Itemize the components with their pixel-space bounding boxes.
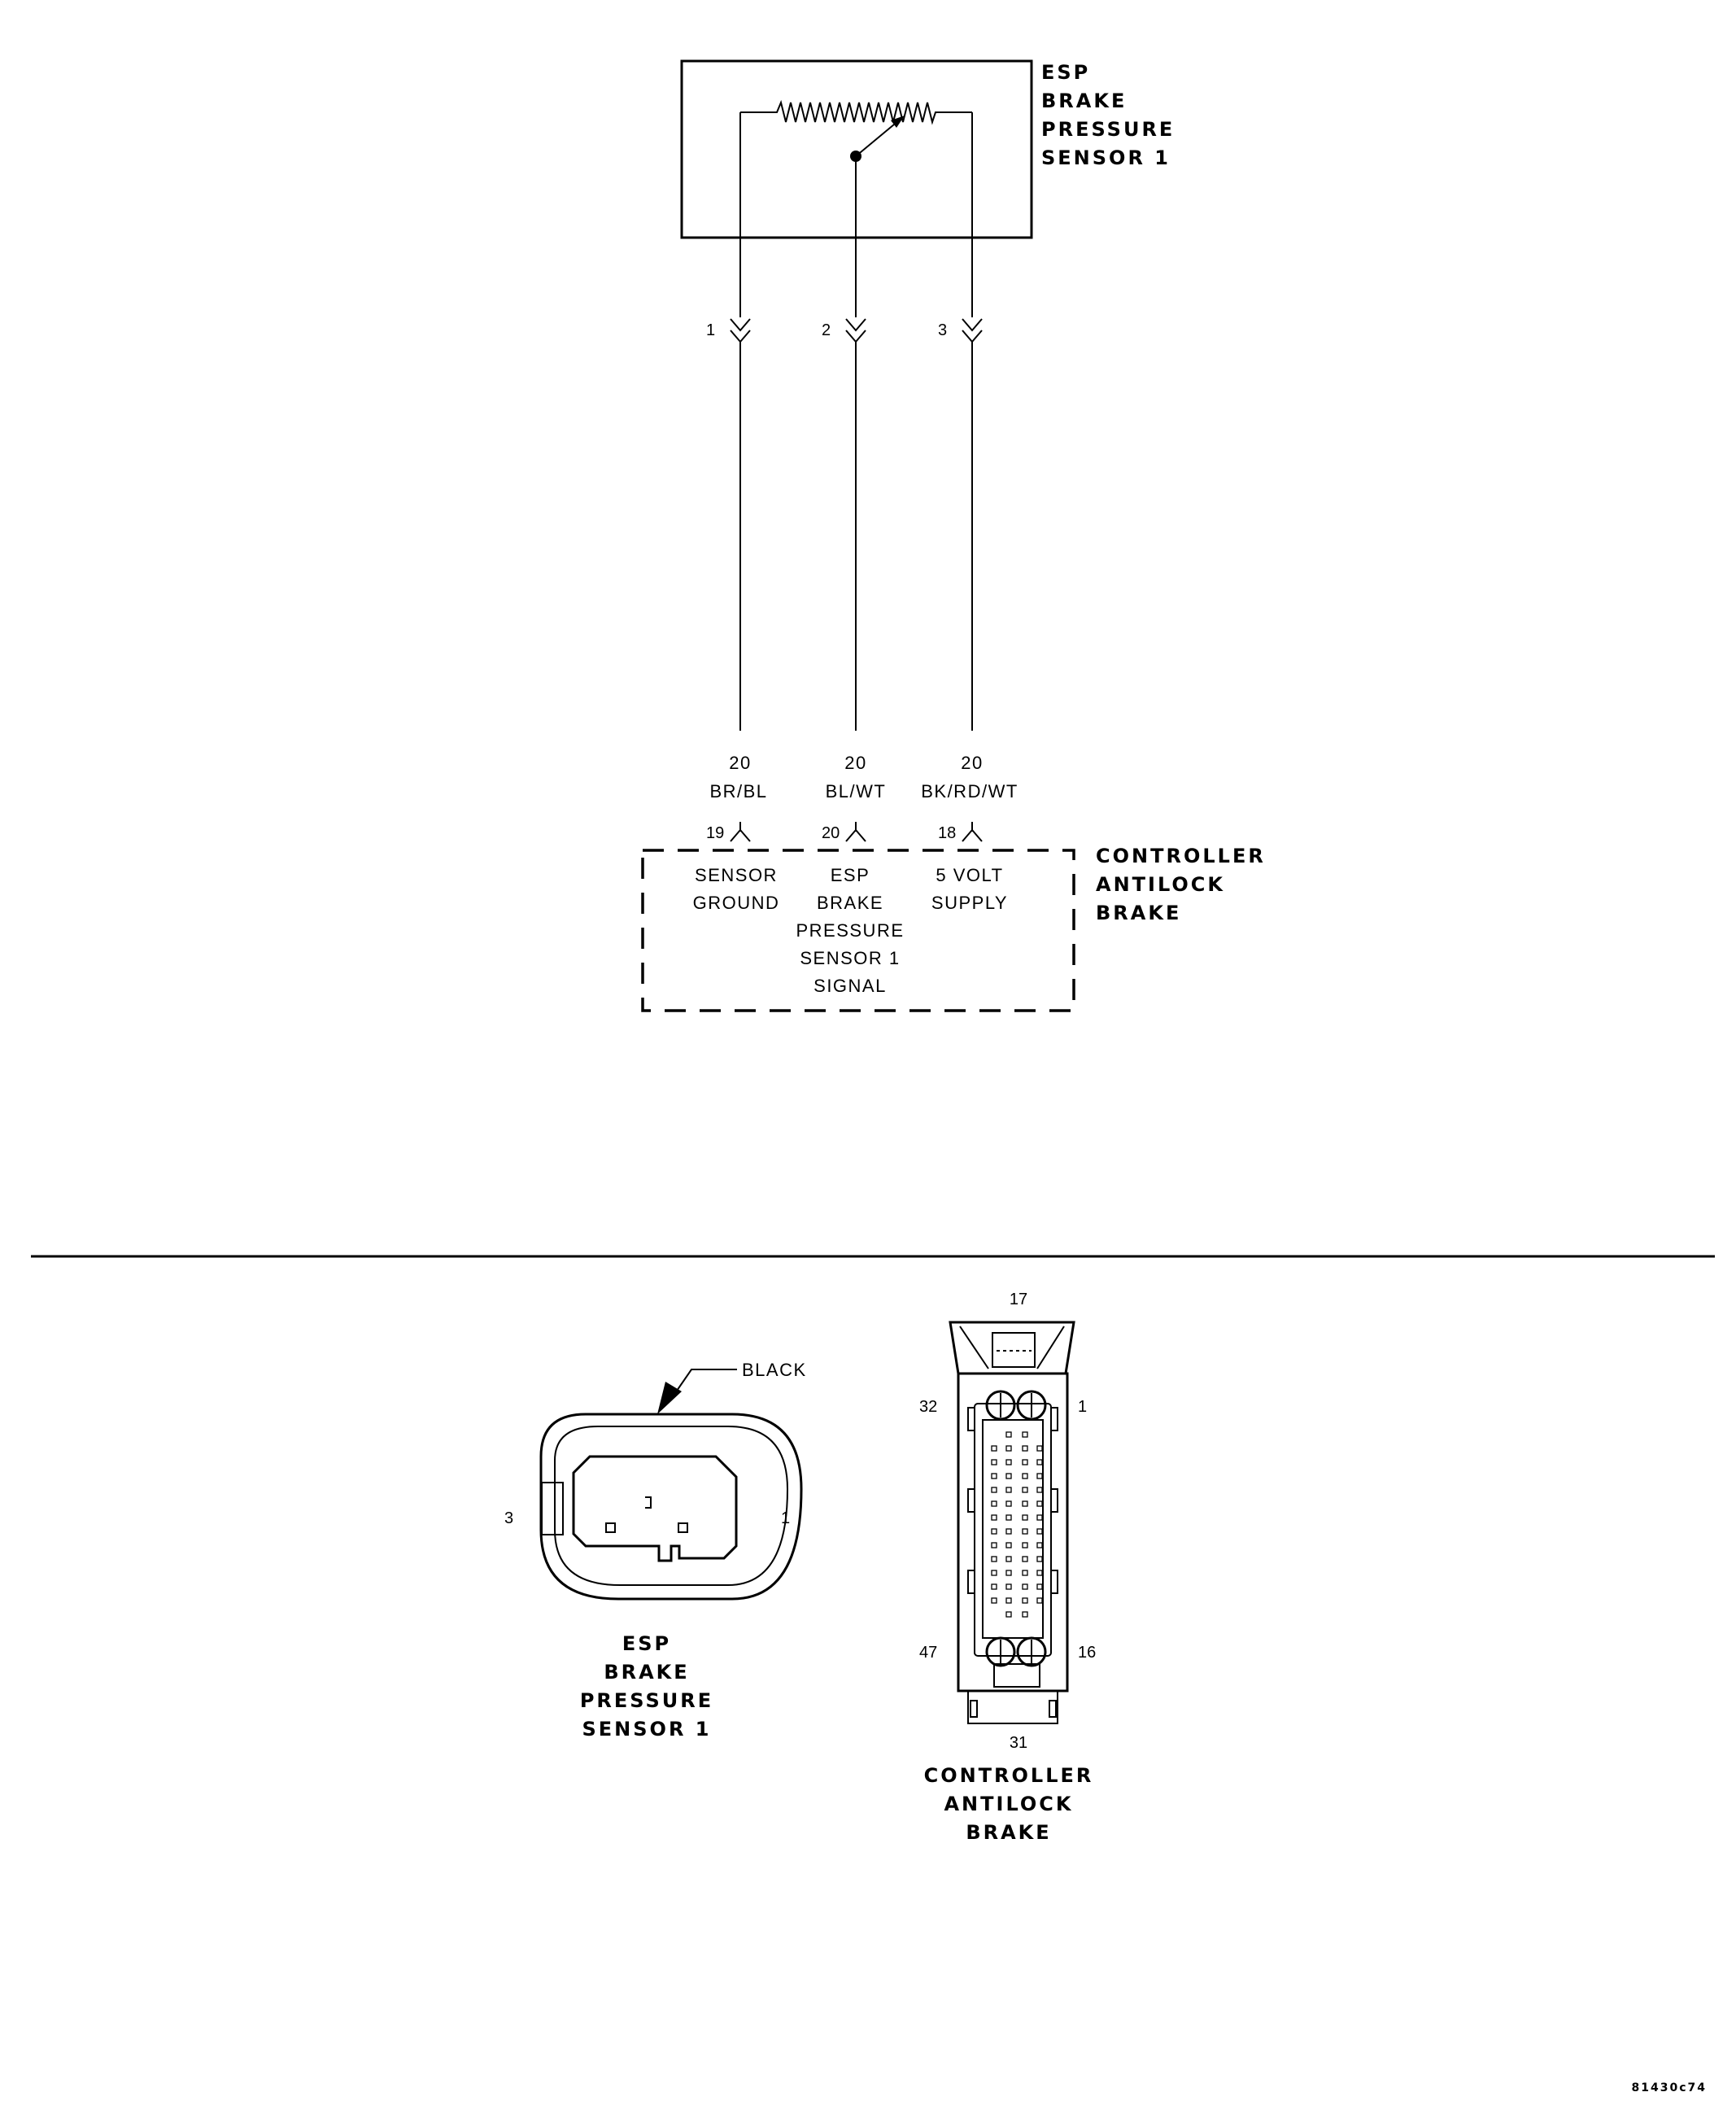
- controller-title-line-3: BRAKE: [1096, 902, 1182, 924]
- cavity: [1023, 1460, 1027, 1465]
- sensor-connector-color: BLACK: [742, 1360, 807, 1380]
- cavity: [992, 1543, 997, 1548]
- cavity: [1006, 1598, 1011, 1603]
- sensor-pin-3-label: 3: [938, 321, 948, 339]
- sensor-pin-1-label: 1: [706, 321, 716, 339]
- cavity: [1006, 1501, 1011, 1506]
- func-1-line-1: SENSOR: [695, 865, 778, 885]
- func-2-line-2: BRAKE: [816, 893, 884, 913]
- sensor-connector-view: [504, 1360, 807, 1741]
- wiper-arm: [856, 120, 899, 156]
- chevron-icon: [962, 330, 982, 342]
- cavity: [1023, 1432, 1027, 1437]
- wire-1-gauge: 20: [729, 753, 752, 773]
- controller-caption-line-1: CONTROLLER: [923, 1764, 1094, 1787]
- cavity: [1006, 1557, 1011, 1561]
- func-2-line-4: SENSOR 1: [800, 948, 901, 968]
- connector-latch: [950, 1322, 1074, 1374]
- cavity: [1023, 1557, 1027, 1561]
- chevron-icon: [846, 330, 866, 342]
- cavity: [1023, 1598, 1027, 1603]
- cab-connector-pin-16: 16: [1078, 1644, 1097, 1662]
- sensor-connector-pins: [706, 319, 982, 342]
- sensor-caption-line-2: BRAKE: [604, 1661, 690, 1684]
- cavity: [1006, 1570, 1011, 1575]
- controller-caption-line-3: BRAKE: [966, 1821, 1052, 1844]
- sensor-caption-line-4: SENSOR 1: [582, 1718, 712, 1741]
- sensor-title-line-4: SENSOR 1: [1041, 146, 1171, 169]
- cavity: [1023, 1584, 1027, 1589]
- sensor-component: [682, 61, 1175, 317]
- wire-labels: [709, 753, 1018, 801]
- cavity: [1006, 1584, 1011, 1589]
- potentiometer-resistor-icon: [740, 103, 972, 122]
- cavity: [1006, 1529, 1011, 1534]
- wiper-pivot-dot: [850, 151, 861, 162]
- cab-pin-19-label: 19: [706, 824, 725, 842]
- func-3-line-2: SUPPLY: [931, 893, 1009, 913]
- sensor-title-line-2: BRAKE: [1041, 90, 1128, 112]
- sensor-connector-pin-3: 3: [504, 1509, 514, 1527]
- cavity: [992, 1487, 997, 1492]
- cab-connector-pin-47: 47: [919, 1644, 938, 1662]
- controller-title-line-1: CONTROLLER: [1096, 845, 1266, 867]
- cavity: [1023, 1446, 1027, 1451]
- cab-pin-20-label: 20: [822, 824, 840, 842]
- cavity: [1023, 1570, 1027, 1575]
- func-2-line-1: ESP: [830, 865, 870, 885]
- sensor-caption-line-3: PRESSURE: [579, 1689, 714, 1712]
- cavity: [1023, 1487, 1027, 1492]
- cavity: [1023, 1474, 1027, 1478]
- cavity: [1023, 1612, 1027, 1617]
- chevron-icon: [962, 319, 982, 330]
- leader-arrow-icon: [657, 1382, 682, 1414]
- func-2-line-5: SIGNAL: [813, 976, 887, 996]
- terminal-icon: [731, 830, 750, 841]
- cavity: [992, 1474, 997, 1478]
- cavity: [1037, 1501, 1042, 1506]
- sensor-cavity-1: [678, 1523, 687, 1532]
- cavity: [1037, 1474, 1042, 1478]
- sensor-connector-face: [574, 1457, 736, 1561]
- wire-3-color: BK/RD/WT: [921, 781, 1018, 801]
- cavity: [1037, 1460, 1042, 1465]
- cavity: [992, 1529, 997, 1534]
- controller-connector-view: [919, 1291, 1096, 1844]
- cavity: [1023, 1501, 1027, 1506]
- chevron-icon: [731, 330, 750, 342]
- cavity: [992, 1557, 997, 1561]
- cab-connector-pin-31: 31: [1009, 1734, 1028, 1752]
- cavity: [992, 1501, 997, 1506]
- cab-connector-pin-32: 32: [919, 1398, 938, 1416]
- sensor-caption-line-1: ESP: [622, 1632, 672, 1655]
- cavity: [1037, 1598, 1042, 1603]
- controller-component: [643, 845, 1266, 1011]
- wire-2-color: BL/WT: [825, 781, 887, 801]
- cavity: [1037, 1543, 1042, 1548]
- cab-pin-18-label: 18: [938, 824, 957, 842]
- cavity: [1037, 1446, 1042, 1451]
- cab-connector-pin-1: 1: [1078, 1398, 1088, 1416]
- cavity: [992, 1515, 997, 1520]
- func-2-line-3: PRESSURE: [796, 920, 905, 941]
- controller-terminals: [706, 822, 982, 842]
- cavity: [992, 1570, 997, 1575]
- cavity: [1006, 1474, 1011, 1478]
- cavity: [1006, 1487, 1011, 1492]
- cavity: [992, 1446, 997, 1451]
- cavity: [1037, 1529, 1042, 1534]
- cavity: [1037, 1557, 1042, 1561]
- chevron-icon: [731, 319, 750, 330]
- wire-3-gauge: 20: [961, 753, 984, 773]
- cab-connector-pin-17: 17: [1009, 1291, 1028, 1308]
- cavity: [1023, 1515, 1027, 1520]
- cavity: [1023, 1529, 1027, 1534]
- sensor-connector-housing: [541, 1414, 801, 1599]
- sensor-title-line-3: PRESSURE: [1041, 118, 1176, 141]
- controller-caption-line-2: ANTILOCK: [944, 1793, 1074, 1815]
- color-leader-line: [675, 1369, 737, 1393]
- cavity: [992, 1598, 997, 1603]
- controller-cavity-grid: [992, 1432, 1042, 1617]
- sensor-connector-pin-1: 1: [781, 1509, 791, 1527]
- sensor-cavity-3: [606, 1523, 615, 1532]
- cavity: [1006, 1432, 1011, 1437]
- wire-2-gauge: 20: [844, 753, 867, 773]
- cavity: [1037, 1515, 1042, 1520]
- wire-1-color: BR/BL: [709, 781, 768, 801]
- cavity: [1037, 1570, 1042, 1575]
- cavity: [992, 1460, 997, 1465]
- cavity: [1006, 1543, 1011, 1548]
- sensor-title-line-1: ESP: [1041, 61, 1091, 84]
- cavity: [1006, 1612, 1011, 1617]
- terminal-icon: [962, 830, 982, 841]
- cavity: [1006, 1515, 1011, 1520]
- cavity: [1006, 1446, 1011, 1451]
- func-3-line-1: 5 VOLT: [936, 865, 1004, 885]
- latch-tab: [542, 1483, 563, 1535]
- key-mark: [645, 1497, 651, 1508]
- func-1-line-2: GROUND: [692, 893, 780, 913]
- cavity: [1006, 1460, 1011, 1465]
- cavity: [1037, 1487, 1042, 1492]
- terminal-icon: [846, 830, 866, 841]
- cavity: [1037, 1584, 1042, 1589]
- cavity: [1023, 1543, 1027, 1548]
- sensor-pin-2-label: 2: [822, 321, 831, 339]
- cavity: [992, 1584, 997, 1589]
- wire-runs: [740, 342, 972, 731]
- chevron-icon: [846, 319, 866, 330]
- controller-title-line-2: ANTILOCK: [1096, 873, 1226, 896]
- figure-code: 81430c74: [1631, 2081, 1707, 2094]
